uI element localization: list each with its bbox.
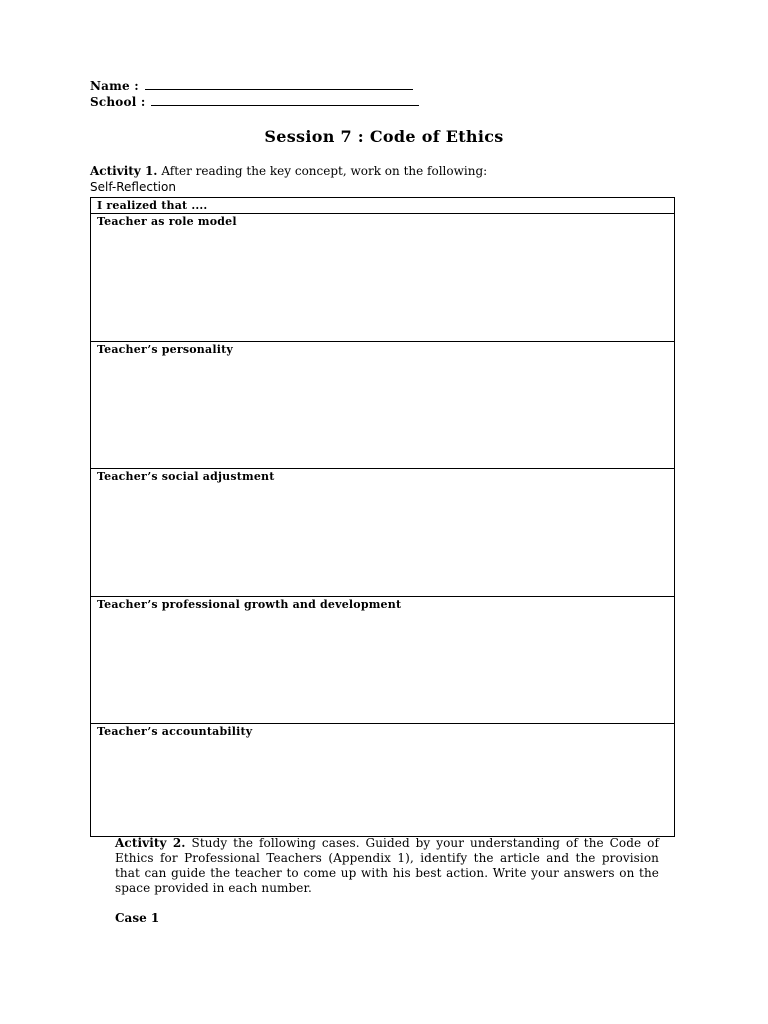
school-blank-line[interactable]	[151, 95, 419, 106]
activity2-text: Study the following cases. Guided by your understanding of the Code of Ethics for Professional Teachers (Appendix 1), identify the article and the provision that can guide the teacher to come up with his best action. Write your answers on the space provided in each number.	[115, 836, 660, 895]
activity1-text: After reading the key concept, work on the following:	[161, 164, 488, 178]
school-label: School :	[90, 95, 146, 109]
section-label: Teacher’s accountability	[97, 725, 253, 739]
case-1-label: Case 1	[115, 911, 160, 925]
section-label: Teacher as role model	[97, 215, 237, 228]
reflection-table	[90, 197, 675, 837]
section-label: Teacher’s social adjustment	[97, 470, 275, 484]
school-field-row	[90, 95, 419, 109]
table-row-role-model[interactable]	[91, 214, 674, 342]
table-row-accountability[interactable]	[91, 724, 674, 835]
table-row-professional-growth[interactable]	[91, 597, 674, 725]
section-label: Teacher’s professional growth and development	[97, 597, 402, 611]
section-label: Teacher’s personality	[97, 342, 233, 356]
activity1-label: Activity 1.	[90, 164, 158, 178]
activity2-instruction	[115, 836, 659, 896]
table-row-social-adjustment[interactable]	[91, 469, 674, 597]
table-row-personality[interactable]	[91, 342, 674, 470]
name-field-row	[90, 79, 413, 93]
page-title: Session 7 : Code of Ethics	[264, 127, 504, 146]
table-header-label: I realized that ....	[97, 199, 208, 212]
table-header-row	[91, 198, 674, 214]
activity1-instruction	[90, 164, 487, 178]
activity2-label: Activity 2.	[115, 836, 186, 850]
name-label: Name :	[90, 79, 139, 93]
name-blank-line[interactable]	[145, 79, 413, 90]
self-reflection-heading: Self-Reflection	[90, 180, 176, 194]
